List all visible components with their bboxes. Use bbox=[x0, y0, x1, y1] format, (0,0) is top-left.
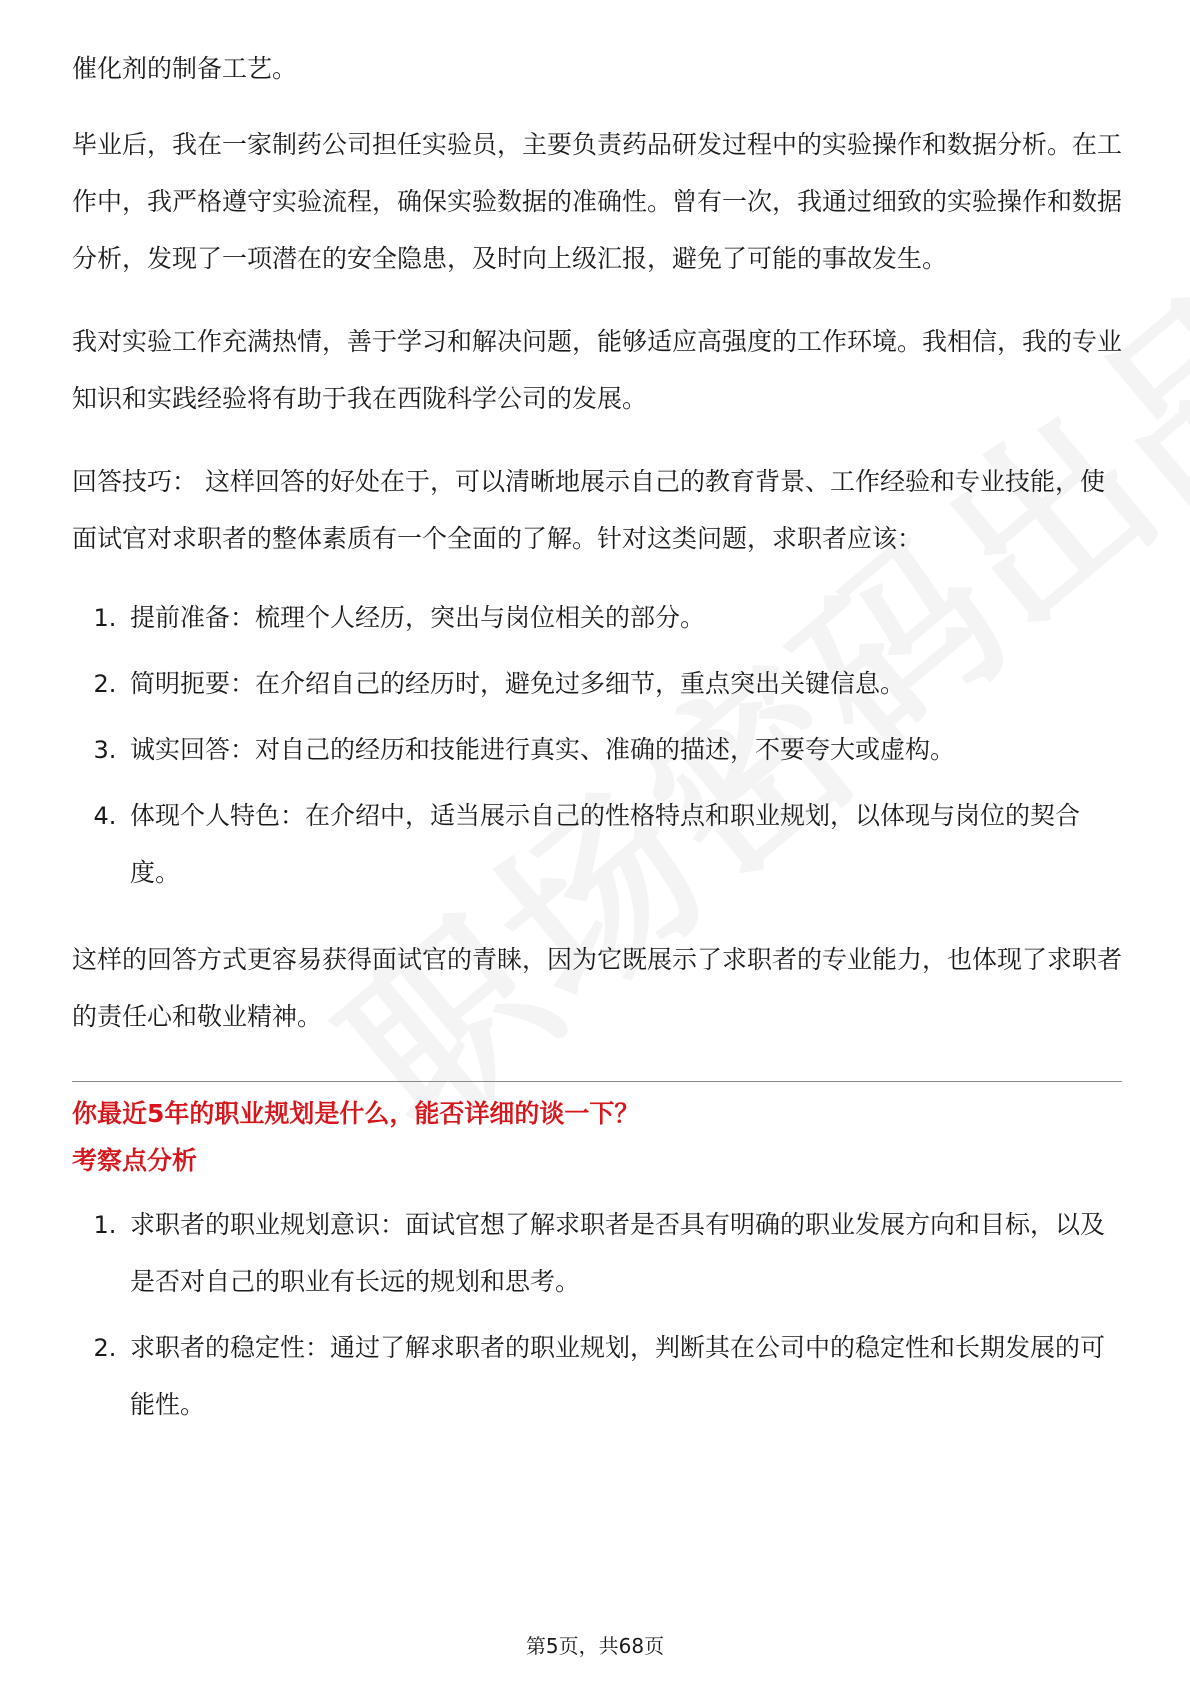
list-item: 1. 提前准备：梳理个人经历，突出与岗位相关的部分。 bbox=[124, 589, 1122, 646]
page-content bbox=[72, 46, 1122, 1463]
list-item: 1. 求职者的职业规划意识：面试官想了解求职者是否具有明确的职业发展方向和目标，以及是否对自己的职业有长远的规划和思考。 bbox=[124, 1196, 1122, 1310]
page-number: 第5页，共68页 bbox=[525, 1634, 665, 1658]
tips-list bbox=[72, 589, 1122, 901]
question-title: 你最近5年的职业规划是什么，能否详细的谈一下？ bbox=[72, 1099, 640, 1128]
paragraph-work-experience: 毕业后，我在一家制药公司担任实验员，主要负责药品研发过程中的实验操作和数据分析。在工作中，我严格遵守实验流程，确保实验数据的准确性。曾有一次，我通过细致的实验操作和数据分析，发现了一项潜在的安全隐患，及时向上级汇报，避免了可能的事故发生。 bbox=[72, 130, 1123, 273]
list-item: 2. 简明扼要：在介绍自己的经历时，避免过多细节，重点突出关键信息。 bbox=[124, 655, 1122, 712]
list-item: 4. 体现个人特色：在介绍中，适当展示自己的性格特点和职业规划，以体现与岗位的契合度。 bbox=[124, 787, 1122, 901]
list-item: 3. 诚实回答：对自己的经历和技能进行真实、准确的描述，不要夸大或虚构。 bbox=[124, 721, 1122, 778]
paragraph-answer-tips: 回答技巧： 这样回答的好处在于，可以清晰地展示自己的教育背景、工作经验和专业技能，使面试官对求职者的整体素质有一个全面的了解。针对这类问题，求职者应该： bbox=[72, 467, 1105, 553]
paragraph-motivation: 我对实验工作充满热情，善于学习和解决问题，能够适应高强度的工作环境。我相信，我的专业知识和实践经验将有助于我在西陇科学公司的发展。 bbox=[72, 327, 1123, 413]
section-divider bbox=[72, 1081, 1122, 1082]
analysis-heading: 考察点分析 bbox=[72, 1146, 198, 1175]
list-item: 2. 求职者的稳定性：通过了解求职者的职业规划，判断其在公司中的稳定性和长期发展的可能性。 bbox=[124, 1319, 1122, 1433]
analysis-list bbox=[72, 1196, 1122, 1433]
paragraph-continuation: 催化剂的制备工艺。 bbox=[72, 54, 298, 83]
paragraph-closing: 这样的回答方式更容易获得面试官的青睐，因为它既展示了求职者的专业能力，也体现了求职者的责任心和敬业精神。 bbox=[72, 945, 1123, 1031]
